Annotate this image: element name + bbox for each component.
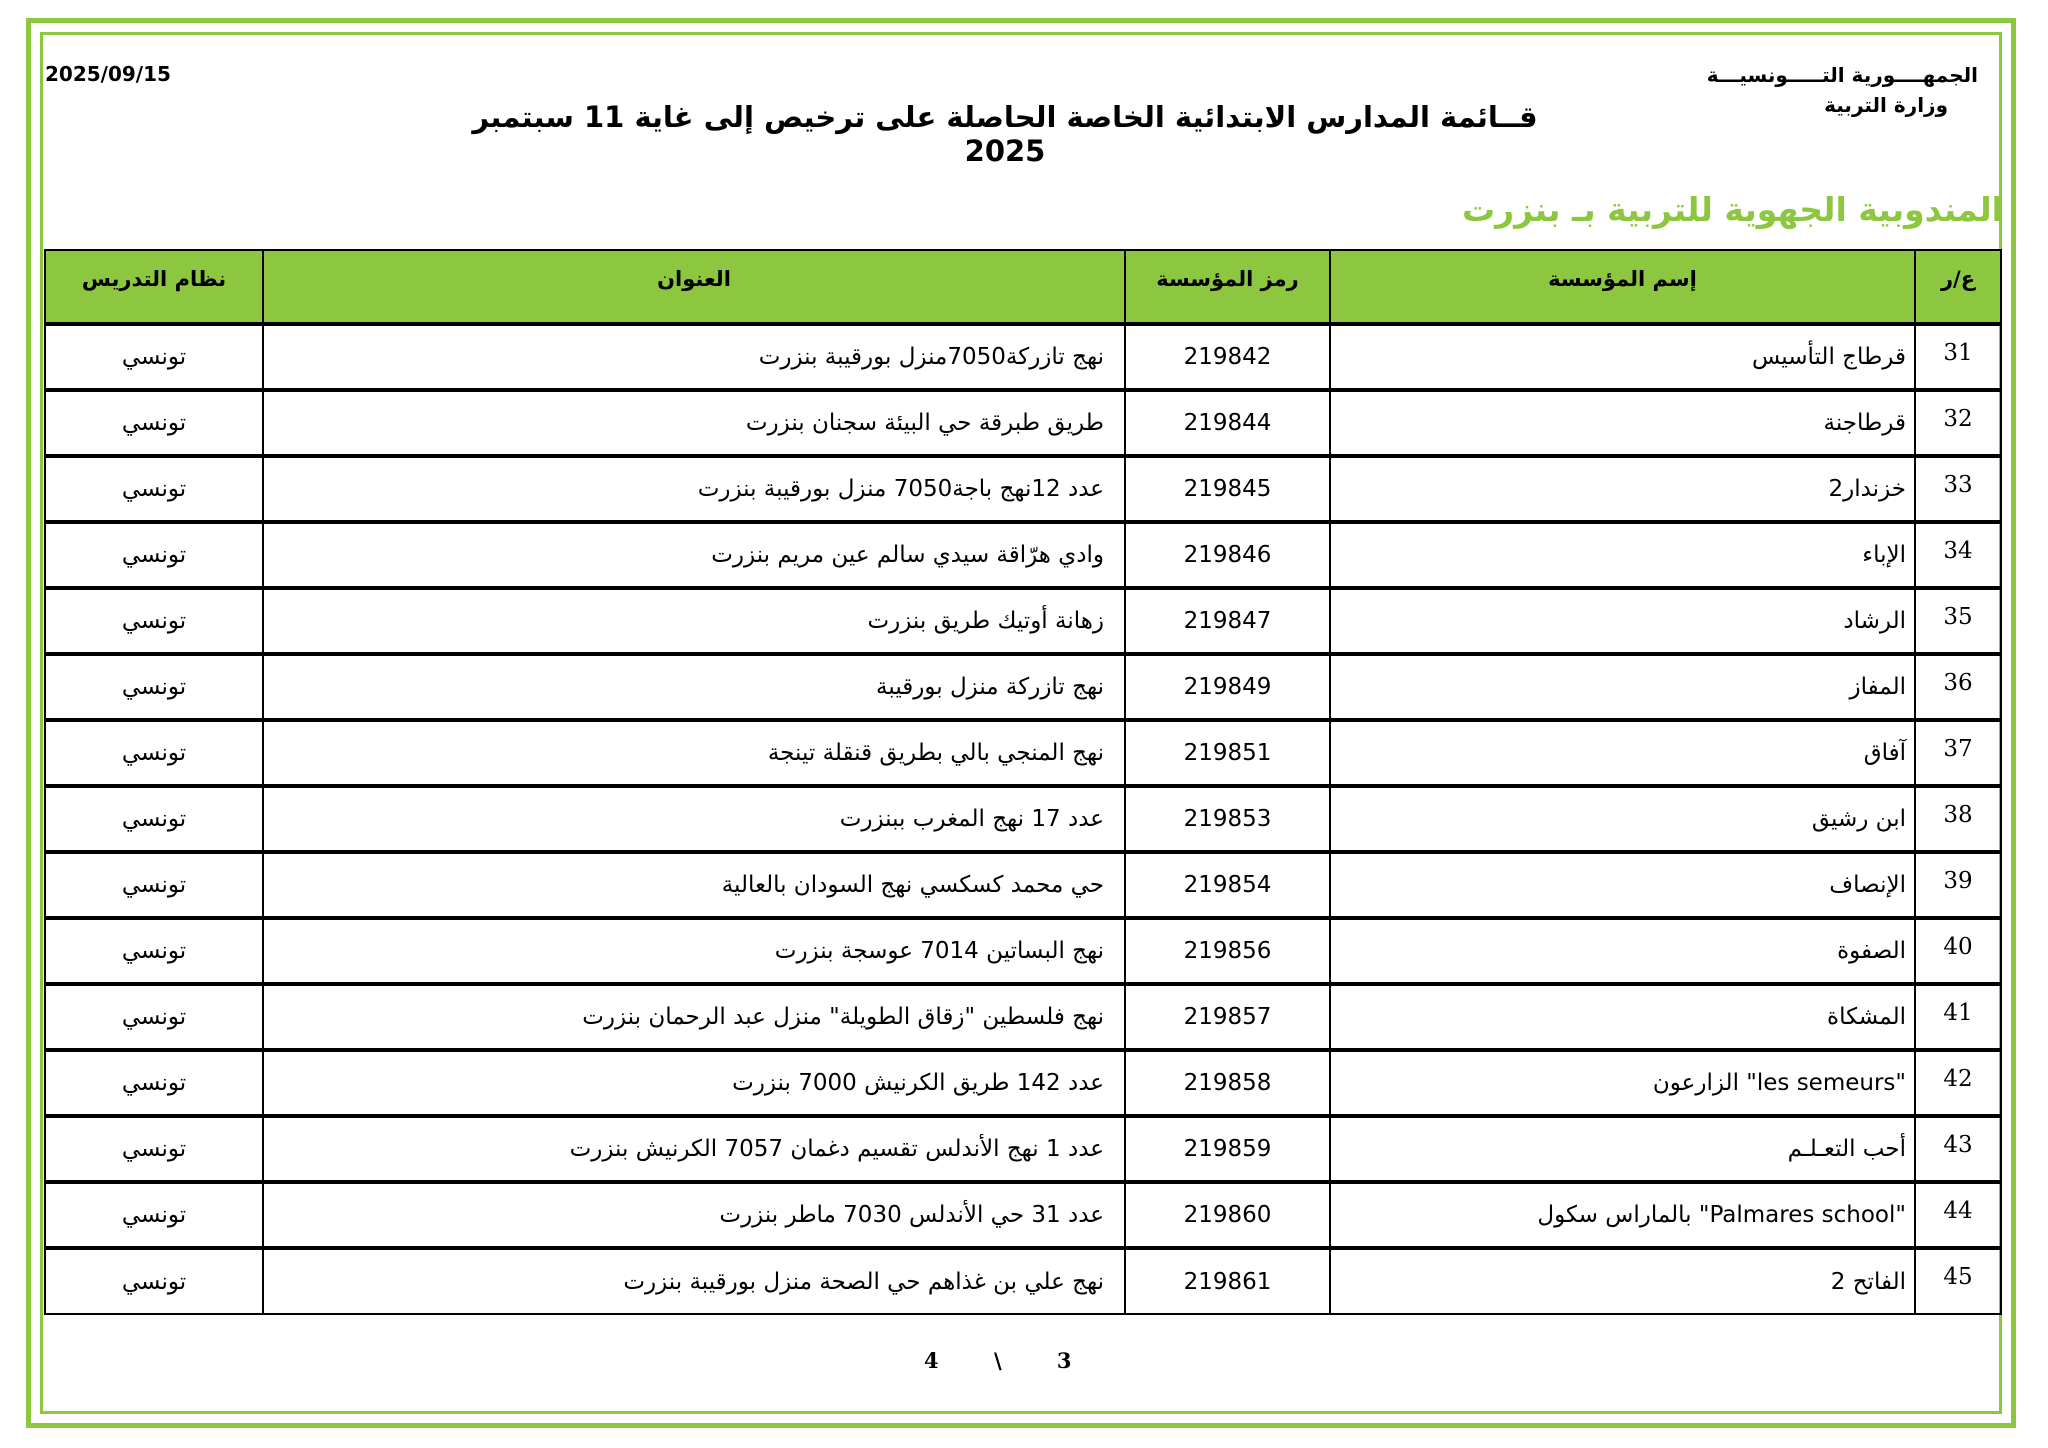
page-indicator	[900, 1348, 1096, 1373]
document-title: قــائمة المدارس الابتدائية الخاصة الحاصلة على ترخيص إلى غاية 11 سبتمبر 2025	[472, 100, 1538, 168]
cell-teaching-system: تونسي	[45, 918, 263, 984]
table-row	[45, 390, 2001, 456]
table-row	[45, 1182, 2001, 1248]
table-row	[45, 1050, 2001, 1116]
table-row	[45, 786, 2001, 852]
cell-school-name: "Palmares school" بالماراس سكول	[1330, 1182, 1915, 1248]
table-row	[45, 654, 2001, 720]
cell-school-name: الصفوة	[1330, 918, 1915, 984]
cell-address: طريق طبرقة حي البيئة سجنان بنزرت	[263, 390, 1125, 456]
cell-address: وادي هرّاقة سيدي سالم عين مريم بنزرت	[263, 522, 1125, 588]
cell-school-name: أحب التعـلـم	[1330, 1116, 1915, 1182]
table-row	[45, 852, 2001, 918]
cell-school-code: 219860	[1125, 1182, 1330, 1248]
cell-teaching-system: تونسي	[45, 522, 263, 588]
table-row	[45, 324, 2001, 390]
cell-school-code: 219858	[1125, 1050, 1330, 1116]
republic-label: الجمهــــورية التـــــونسيـــة	[1706, 63, 1978, 87]
cell-address: نهج تازركة منزل بورقيبة	[263, 654, 1125, 720]
region-heading: المندوبية الجهوية للتربية بـ بنزرت	[1461, 190, 2003, 229]
cell-address: عدد 17 نهج المغرب ببنزرت	[263, 786, 1125, 852]
cell-school-code: 219853	[1125, 786, 1330, 852]
cell-number: 33	[1915, 456, 2001, 522]
cell-school-code: 219851	[1125, 720, 1330, 786]
cell-number: 41	[1915, 984, 2001, 1050]
cell-number: 35	[1915, 588, 2001, 654]
cell-teaching-system: تونسي	[45, 390, 263, 456]
page-total: 4	[924, 1348, 939, 1373]
header-address: العنوان	[263, 250, 1125, 324]
table-header-row	[45, 250, 2001, 324]
header-school-code: رمز المؤسسة	[1125, 250, 1330, 324]
cell-school-name: الرشاد	[1330, 588, 1915, 654]
page-current: 3	[1056, 1348, 1072, 1373]
cell-teaching-system: تونسي	[45, 984, 263, 1050]
cell-teaching-system: تونسي	[45, 324, 263, 390]
header-school-name: إسم المؤسسة	[1330, 250, 1915, 324]
cell-number: 38	[1915, 786, 2001, 852]
cell-number: 40	[1915, 918, 2001, 984]
cell-number: 44	[1915, 1182, 2001, 1248]
cell-address: نهج تازركة7050منزل بورقيبة بنزرت	[263, 324, 1125, 390]
cell-address: عدد 12نهج باجة7050 منزل بورقيبة بنزرت	[263, 456, 1125, 522]
cell-address: نهج البساتين 7014 عوسجة بنزرت	[263, 918, 1125, 984]
cell-school-name: ابن رشيق	[1330, 786, 1915, 852]
page-separator: \	[993, 1348, 1002, 1373]
cell-school-name: خزندار2	[1330, 456, 1915, 522]
cell-school-code: 219861	[1125, 1248, 1330, 1314]
header-teaching-system: نظام التدريس	[45, 250, 263, 324]
cell-school-code: 219846	[1125, 522, 1330, 588]
cell-teaching-system: تونسي	[45, 1050, 263, 1116]
cell-school-name: المشكاة	[1330, 984, 1915, 1050]
cell-number: 34	[1915, 522, 2001, 588]
cell-school-name: قرطاج التأسيس	[1330, 324, 1915, 390]
cell-school-code: 219859	[1125, 1116, 1330, 1182]
cell-school-code: 219845	[1125, 456, 1330, 522]
cell-school-code: 219856	[1125, 918, 1330, 984]
cell-school-name: "les semeurs" الزارعون	[1330, 1050, 1915, 1116]
ministry-label: وزارة التربية	[1824, 93, 1948, 117]
cell-school-name: قرطاجنة	[1330, 390, 1915, 456]
schools-table	[44, 249, 2002, 1315]
cell-school-code: 219849	[1125, 654, 1330, 720]
table-row	[45, 588, 2001, 654]
cell-address: عدد 31 حي الأندلس 7030 ماطر بنزرت	[263, 1182, 1125, 1248]
cell-number: 45	[1915, 1248, 2001, 1314]
cell-number: 32	[1915, 390, 2001, 456]
table-row	[45, 1116, 2001, 1182]
cell-school-code: 219854	[1125, 852, 1330, 918]
cell-address: عدد 1 نهج الأندلس تقسيم دغمان 7057 الكرنيش بنزرت	[263, 1116, 1125, 1182]
cell-address: حي محمد كسكسي نهج السودان بالعالية	[263, 852, 1125, 918]
cell-teaching-system: تونسي	[45, 786, 263, 852]
cell-address: عدد 142 طريق الكرنيش 7000 بنزرت	[263, 1050, 1125, 1116]
table-row	[45, 456, 2001, 522]
cell-teaching-system: تونسي	[45, 654, 263, 720]
cell-school-code: 219844	[1125, 390, 1330, 456]
cell-number: 43	[1915, 1116, 2001, 1182]
cell-teaching-system: تونسي	[45, 1182, 263, 1248]
cell-number: 39	[1915, 852, 2001, 918]
header-republic-block	[1707, 60, 1978, 120]
cell-school-code: 219857	[1125, 984, 1330, 1050]
cell-number: 42	[1915, 1050, 2001, 1116]
document-date: 2025/09/15	[45, 62, 171, 86]
cell-school-name: الإنصاف	[1330, 852, 1915, 918]
cell-teaching-system: تونسي	[45, 720, 263, 786]
cell-school-code: 219842	[1125, 324, 1330, 390]
cell-address: نهج علي بن غذاهم حي الصحة منزل بورقيبة بنزرت	[263, 1248, 1125, 1314]
cell-teaching-system: تونسي	[45, 1248, 263, 1314]
cell-school-code: 219847	[1125, 588, 1330, 654]
cell-address: نهج المنجي بالي بطريق قنقلة تينجة	[263, 720, 1125, 786]
cell-school-name: الإباء	[1330, 522, 1915, 588]
cell-address: زهانة أوتيك طريق بنزرت	[263, 588, 1125, 654]
cell-school-name: آفاق	[1330, 720, 1915, 786]
cell-teaching-system: تونسي	[45, 852, 263, 918]
table-row	[45, 522, 2001, 588]
cell-teaching-system: تونسي	[45, 456, 263, 522]
cell-teaching-system: تونسي	[45, 588, 263, 654]
table-row	[45, 720, 2001, 786]
cell-address: نهج فلسطين "زقاق الطويلة" منزل عبد الرحمان بنزرت	[263, 984, 1125, 1050]
table-row	[45, 918, 2001, 984]
cell-number: 37	[1915, 720, 2001, 786]
table-row	[45, 984, 2001, 1050]
header-number: ع/ر	[1915, 250, 2001, 324]
cell-number: 31	[1915, 324, 2001, 390]
cell-teaching-system: تونسي	[45, 1116, 263, 1182]
table-body	[45, 324, 2001, 1314]
cell-school-name: الفاتح 2	[1330, 1248, 1915, 1314]
table-row	[45, 1248, 2001, 1314]
cell-number: 36	[1915, 654, 2001, 720]
cell-school-name: المفاز	[1330, 654, 1915, 720]
